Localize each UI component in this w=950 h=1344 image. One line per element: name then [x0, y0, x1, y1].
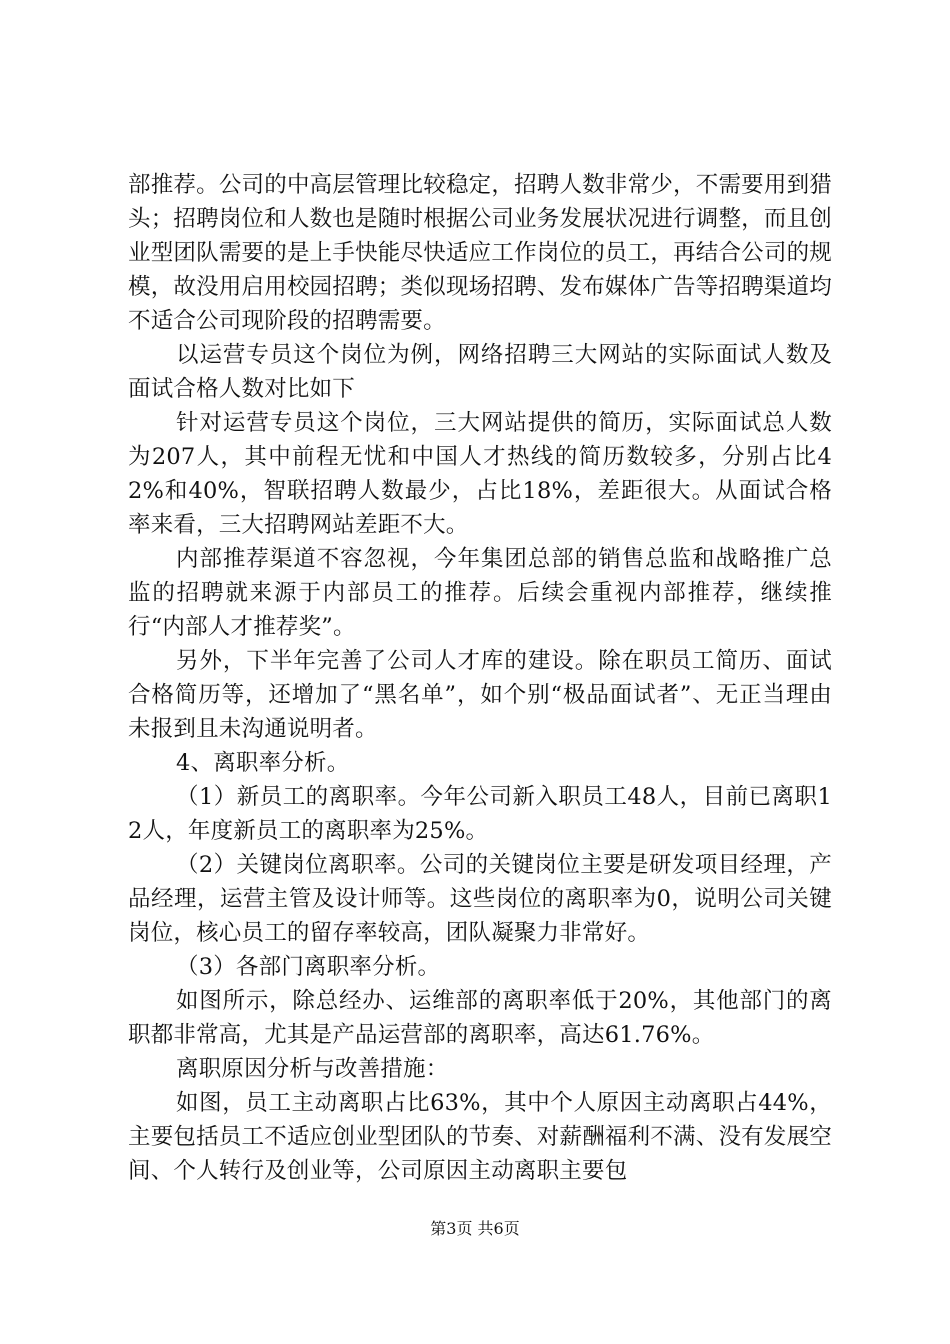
page-footer: 第3页 共6页	[430, 1219, 520, 1238]
paragraph-internal-referral: 内部推荐渠道不容忽视，今年集团总部的销售总监和战略推广总监的招聘就来源于内部员工的推荐。后续会重视内部推荐，继续推行“内部人才推荐奖”。	[128, 546, 832, 640]
paragraph-resume-comparison: 针对运营专员这个岗位，三大网站提供的简历，实际面试总人数为207人，其中前程无忧和中国人才热线的简历数较多，分别占比42%和40%，智联招聘人数最少，占比18%，差距很大。从面试合格率来看，三大招聘网站差距不大。	[128, 410, 832, 538]
paragraph-new-employee-turnover: （1）新员工的离职率。今年公司新入职员工48人，目前已离职12人，年度新员工的离职率为25%。	[128, 784, 832, 844]
paragraph-turnover-causes: 如图，员工主动离职占比63%，其中个人原因主动离职占44%，主要包括员工不适应创业型团队的节奏、对薪酬福利不满、没有发展空间、个人转行及创业等，公司原因主动离职主要包	[128, 1090, 832, 1184]
document-body	[128, 168, 832, 1188]
paragraph-key-position-turnover: （2）关键岗位离职率。公司的关键岗位主要是研发项目经理，产品经理，运营主管及设计师等。这些岗位的离职率为0，说明公司关键岗位，核心员工的留存率较高，团队凝聚力非常好。	[128, 852, 832, 946]
paragraph-talent-pool: 另外，下半年完善了公司人才库的建设。除在职员工简历、面试合格简历等，还增加了“黑名单”，如个别“极品面试者”、无正当理由未报到且未沟通说明者。	[128, 648, 832, 742]
paragraph-turnover-causes-heading: 离职原因分析与改善措施：	[176, 1056, 449, 1082]
paragraph-department-turnover: 如图所示，除总经办、运维部的离职率低于20%，其他部门的离职都非常高，尤其是产品运营部的离职率，高达61.76%。	[128, 988, 832, 1048]
section-heading-turnover: 4、离职率分析。	[176, 750, 350, 776]
paragraph-recruitment-channels: 部推荐。公司的中高层管理比较稳定，招聘人数非常少，不需要用到猎头；招聘岗位和人数也是随时根据公司业务发展状况进行调整，而且创业型团队需要的是上手快能尽快适应工作岗位的员工，再结合公司的规模，故没用启用校园招聘；类似现场招聘、发布媒体广告等招聘渠道均不适合公司现阶段的招聘需要。	[128, 172, 832, 334]
paragraph-operations-example: 以运营专员这个岗位为例，网络招聘三大网站的实际面试人数及面试合格人数对比如下	[128, 342, 832, 402]
paragraph-department-turnover-heading: （3）各部门离职率分析。	[176, 954, 441, 980]
